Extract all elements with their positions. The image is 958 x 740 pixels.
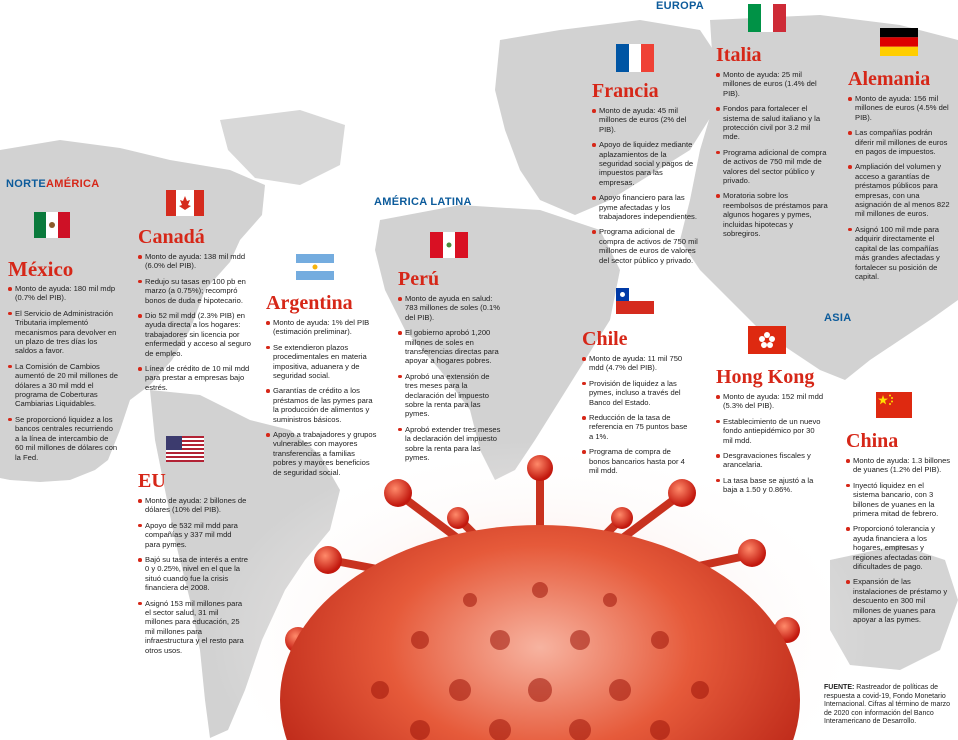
list-item: Aprobó una extensión de tres meses para la declaración del impuesto sobre la renta para las pymes. [398,372,504,419]
usa-flag-icon [166,436,204,462]
country-name: Chile [582,328,628,350]
list-item: Desgravaciones fiscales y arancelaria. [716,451,826,470]
region-label-part: NORTE [6,178,46,190]
country-name: Argentina [266,292,353,314]
country-hongkong [716,366,826,501]
list-item: Monto de ayuda: 2 billones de dólares (10% del PIB). [138,496,248,515]
list-item: Monto de ayuda: 180 mil mdp (0.7% del PIB). [8,284,118,303]
country-peru [398,268,504,469]
measures-list [592,106,698,265]
list-item: Moratoria sobre los reembolsos de préstamos para algunos hogares y pymes, incluidas hipotecas y sobregiros. [716,191,828,238]
country-italia [716,44,828,245]
list-item: Monto de ayuda: 11 mil 750 mdd (4.7% del PIB). [582,354,688,373]
country-name: Canadá [138,226,205,248]
list-item: Apoyo de 532 mil mdd para compañías y 337 mil mdd para pymes. [138,521,248,549]
source-note [824,684,952,727]
list-item: La Comisión de Cambios aumentó de 20 mil millones de dólares a 30 mil mdd el programa de Coberturas Cambiarias Liquidables. [8,362,118,409]
list-item: Provisión de liquidez a las pymes, incluso a través del Banco del Estado. [582,379,688,407]
source-text: Rastreador de políticas de respuesta a covid-19, Fondo Monetario Internacional. Cifras al término de marzo de 2020 con información del Banco Interamericano de Desarrollo. [824,684,951,726]
measures-list [8,284,118,462]
list-item: Expansión de las instalaciones de préstamo y descuento en 300 mil millones de yuanes para apoyar a las pymes. [846,577,952,624]
country-alemania [848,68,952,287]
list-item: Las compañías podrán diferir mil millones de euros en pagos de impuestos. [848,128,952,156]
chile-flag-icon [616,288,654,314]
germany-flag-icon [880,28,918,56]
measures-list [582,354,688,475]
list-item: Apoyo financiero para las pyme afectadas y los trabajadores independientes. [592,193,698,221]
country-name: EU [138,470,166,492]
list-item: El gobierno aprobó 1,200 millones de soles en transferencias directas para apoyar a hogares pobres. [398,328,504,366]
list-item: Ampliación del volumen y acceso a garantías de préstamos públicos para empresas, con una asignación de al menos 822 mil millones de euros. [848,162,952,218]
list-item: Aprobó extender tres meses la declaración del impuesto sobre la renta para las pymes. [398,425,504,463]
country-francia [592,80,698,271]
country-chile [582,328,688,481]
list-item: Apoyo de liquidez mediante aplazamientos de la seguridad social y pagos de impuestos para las empresas. [592,140,698,187]
list-item: Monto de ayuda: 1% del PIB (estimación preliminar). [266,318,380,337]
measures-list [846,456,952,625]
region-label-asia: ASIA [824,312,852,324]
region-label-part: AMÉRICA [46,178,100,190]
measures-list [716,392,826,495]
list-item: Monto de ayuda: 152 mil mdd (5.3% del PIB). [716,392,826,411]
list-item: Proporcionó tolerancia y ayuda financiera a los hogares, empresas y regiones afectadas con dificultades de pago. [846,524,952,571]
canada-flag-icon [166,190,204,216]
country-name: Hong Kong [716,366,815,388]
list-item: Línea de crédito de 10 mil mdd para prestar a empresas bajo estrés. [138,364,252,392]
hong-kong-flag-icon [748,326,786,354]
list-item: La tasa base se ajustó a la baja a 1.50 y 0.86%. [716,476,826,495]
country-argentina [266,292,380,483]
country-name: Francia [592,80,659,102]
region-label-europa: EUROPA [656,0,705,12]
country-eu [138,470,248,661]
list-item: Monto de ayuda: 45 mil millones de euros (2% del PIB). [592,106,698,134]
country-name: China [846,430,899,452]
country-china [846,430,952,631]
list-item: Bajó su tasa de interés a entre 0 y 0.25%, nivel en el que la situó cuando fue la crisis financiera de 2008. [138,555,248,593]
list-item: El Servicio de Administración Tributaria implementó mecanismos para devolver en un plazo de tres días los saldos a favor. [8,309,118,356]
country-name: Perú [398,268,440,290]
list-item: Programa de compra de bonos bancarios hasta por 4 mil mdd. [582,447,688,475]
list-item: Monto de ayuda en salud: 783 millones de soles (0.1% del PIB). [398,294,504,322]
china-flag-icon [876,392,912,418]
country-name: México [8,257,74,281]
measures-list [398,294,504,463]
measures-list [848,94,952,281]
region-label-america-latina: AMÉRICA LATINA [374,196,472,208]
country-name: Alemania [848,68,931,90]
list-item: Asignó 153 mil millones para el sector salud, 31 mil millones para educación, 25 mil millones para infraestructura y el resto para otros usos. [138,599,248,655]
measures-list [716,70,828,239]
list-item: Monto de ayuda: 1.3 billones de yuanes (1.2% del PIB). [846,456,952,475]
measures-list [138,252,252,392]
list-item: Monto de ayuda: 25 mil millones de euros (1.4% del PIB). [716,70,828,98]
list-item: Programa adicional de compra de activos de 750 mil millones de euros de valores del sector público y privado. [592,227,698,265]
list-item: Garantías de crédito a los préstamos de las pymes para la producción de alimentos y suministros básicos. [266,386,380,424]
list-item: Fondos para fortalecer el sistema de salud italiano y la protección civil por 3.2 mil mde. [716,104,828,142]
list-item: Se extendieron plazos procedimentales en materia impositiva, aduanera y de seguridad social. [266,343,380,381]
list-item: Establecimiento de un nuevo fondo antiepidémico por 30 mil mdd. [716,417,826,445]
country-name: Italia [716,44,762,66]
peru-flag-icon [430,232,468,258]
list-item: Redujo su tasas en 100 pb en marzo (a 0.75%); recompró bonos de duda e hipotecario. [138,277,252,305]
list-item: Reducción de la tasa de referencia en 75 puntos base a 1%. [582,413,688,441]
list-item: Apoyo a trabajadores y grupos vulnerables con mayores transferencias a familias pobres y mayores beneficios de seguridad social. [266,430,380,477]
list-item: Se proporcionó liquidez a los bancos centrales recurriendo a la línea de intercambio de 60 mil millones de dólares con la Fed. [8,415,118,462]
list-item: Dio 52 mil mdd (2.3% PIB) en ayuda directa a los hogares: trabajadores sin licencia por enfermedad y acceso al seguro de empleo. [138,311,252,358]
argentina-flag-icon [296,254,334,280]
italy-flag-icon [748,4,786,32]
list-item: Inyectó liquidez en el sistema bancario, con 3 billones de yuanes en la primera mitad de febrero. [846,481,952,519]
measures-list [266,318,380,477]
list-item: Asignó 100 mil mde para adquirir directamente el capital de las compañías más grandes afectadas y fortalecer su posición de capital. [848,225,952,281]
list-item: Monto de ayuda: 138 mil mdd (6.0% del PIB). [138,252,252,271]
measures-list [138,496,248,655]
source-label: FUENTE: [824,684,855,691]
mexico-flag-icon [34,212,70,238]
country-mexico [8,258,118,468]
region-label-norteamerica [6,178,99,190]
list-item: Programa adicional de compra de activos de 750 mil mde de valores del sector público y privado. [716,148,828,186]
country-canada [138,226,252,398]
list-item: Monto de ayuda: 156 mil millones de euros (4.5% del PIB). [848,94,952,122]
france-flag-icon [616,44,654,72]
